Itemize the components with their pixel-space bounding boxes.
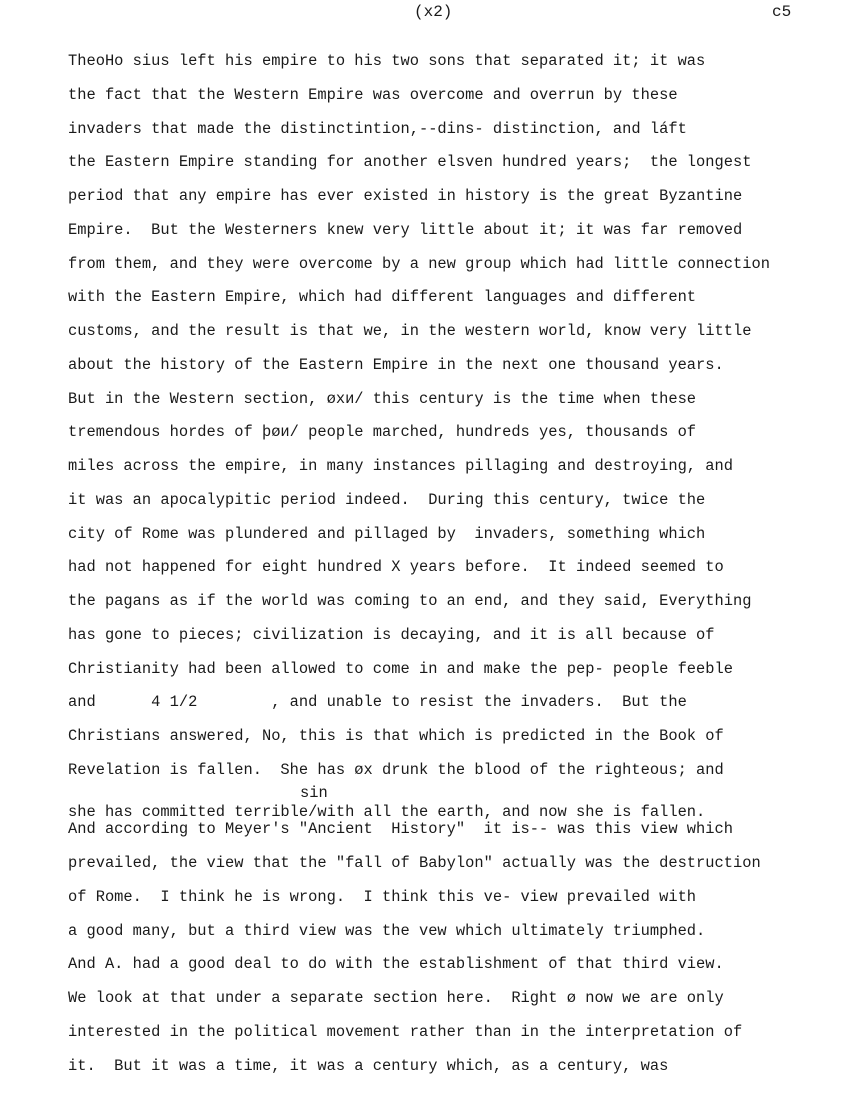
text-line: prevailed, the view that the "fall of Babylon" actually was the destruction <box>68 854 761 872</box>
text-line: invaders that made the distinctintion,--dins- distinction, and láft <box>68 119 687 138</box>
text-line: a good many, but a third view was the vew which ultimately triumphed. <box>68 921 706 940</box>
text-line: Christians answered, No, this is that which is predicted in the Book of <box>68 727 724 745</box>
text-line: had not happened for eight hundred Х years before. It indeed seemed to <box>68 558 724 577</box>
text-line: the Eastern Empire standing for another elsven hundred years; the longest <box>68 153 752 172</box>
text-line: it was an apocalypitic period indeed. During this century, twice the <box>68 490 706 509</box>
text-line: And A. had a good deal to do with the establishment of that third view. <box>68 955 724 974</box>
text-line: with the Eastern Empire, which had different languages and different <box>68 288 697 307</box>
text-line: And according to Meyer's "Ancient History" it is-- was this view which <box>68 820 733 839</box>
text-line: city of Rome was plundered and pillaged by invaders, something which <box>68 524 706 543</box>
text-line: has gone to pieces; civilization is decaying, and it is all because of <box>68 625 715 644</box>
text-line-with-insertion <box>68 785 848 819</box>
text-line: and 4 1/2 , and unable to resist the invaders. But the <box>68 693 687 712</box>
text-line: period that any empire has ever existed in history is the great Byzantine <box>68 187 743 205</box>
text-line: Empire. But the Westerners knew very little about it; it was far removed <box>68 220 743 239</box>
text-line: about the history of the Eastern Empire in the next one thousand years. <box>68 355 724 374</box>
interlinear-insertion: sin <box>300 783 328 802</box>
text-line: it. But it was a time, it was a century which, as a century, was <box>68 1056 669 1075</box>
page-number: c5 <box>772 3 792 21</box>
text-line: But in the Western section, øхи/ this century is the time when these <box>68 389 697 408</box>
text-line: customs, and the result is that we, in the western world, know very little <box>68 322 752 340</box>
text-line: Christianity had been allowed to come in and make the pep- people feeble <box>68 659 733 678</box>
text-line: TheoНo sius left his empire to his two sons that separated it; it was <box>68 52 706 70</box>
text-line: of Rome. I think he is wrong. I think this ve- view prevailed with <box>68 887 697 906</box>
text-line: the fact that the Western Empire was overcome and overrun by these <box>68 85 678 104</box>
page-header-label: (x2) <box>414 3 453 21</box>
text-line: tremendous hordes of þøи/ people marched, hundreds yes, thousands of <box>68 423 697 442</box>
text-line: the pagans as if the world was coming to an end, and they said, Everything <box>68 592 752 610</box>
text-line: We look at that under a separate section here. Right ø now we are only <box>68 989 724 1007</box>
body-text <box>68 50 848 1088</box>
text-line: Revelation is fallen. She has øх drunk the blood of the righteous; and <box>68 760 724 779</box>
text-line: from them, and they were overcome by a new group which had little connection <box>68 254 770 273</box>
text-line: she has committed terrible/with all the earth, and now she is fallen. <box>68 802 706 821</box>
text-line: miles across the empire, in many instances pillaging and destroying, and <box>68 457 733 475</box>
text-line: interested in the political movement rather than in the interpretation of <box>68 1022 743 1041</box>
